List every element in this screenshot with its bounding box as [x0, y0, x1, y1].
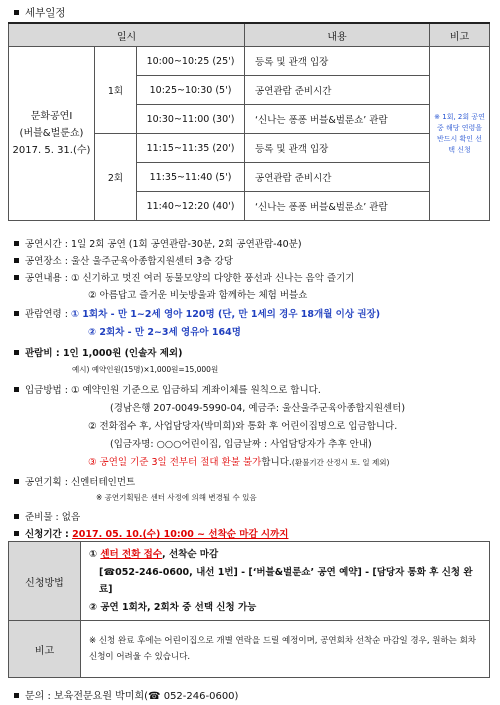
- payment-account: (경남은행 207-0049-5990-04, 예금주: 울산울주군육아종합지원센터): [110, 403, 406, 414]
- square-bullet-icon: [14, 693, 19, 698]
- payment-example: (입금자명: ○○○어린이집, 입금날짜 : 사업담당자가 추후 안내): [110, 439, 372, 450]
- venue-cell: 문화공연Ⅰ (버블&벌룬쇼) 2017. 5. 31.(수): [9, 47, 95, 221]
- content-cell: ‘신나는 퐁퐁 버블&벌룬쇼’ 관람: [245, 105, 430, 134]
- square-bullet-icon: [14, 275, 19, 280]
- fee-example: 예시) 예약인원(15명)×1,000원=15,000원: [72, 365, 219, 374]
- item-time: 공연시간 : 1일 2회 공연 (1회 공연관람-30분, 2회 공연관람-40분): [14, 236, 302, 250]
- item-content: 공연내용 : ① 신기하고 멋진 여러 동물모양의 다양한 풍선과 신나는 음악 즐기기: [14, 270, 354, 284]
- square-bullet-icon: [14, 531, 19, 536]
- content-cell: 공연관람 준비시간: [245, 76, 430, 105]
- method-content: ① 센터 전화 접수, 선착순 마감 [☎052-246-0600, 내선 1번] - [‘버블&벌룬쇼’ 공연 예약] - [담당자 통화 후 신청 완료] ② 공연 1회차, 2회차 중 선택 신청 가능: [81, 542, 490, 621]
- square-bullet-icon: [14, 258, 19, 263]
- payment-line-3: ③ 공연일 기준 3일 전부터 절대 환불 불가합니다.(환불기간 산정시 토. 일 제외): [88, 457, 390, 468]
- remark-cell: ※ 1회, 2회 공연 중 해당 연령을 반드시 확인 선택 신청: [430, 47, 490, 221]
- content-cell: 공연관람 준비시간: [245, 163, 430, 192]
- item-payment: 입금방법 : ① 예약인원 기준으로 입금하되 계좌이체를 원칙으로 합니다.: [14, 382, 321, 396]
- item-age: 관람연령 : ① 1회차 - 만 1~2세 영아 120명 (단, 만 1세의 경우 18개월 이상 권장): [14, 306, 380, 320]
- application-table: [8, 541, 490, 678]
- time-cell: 10:25~10:30 (5'): [137, 76, 245, 105]
- time-cell: 10:00~10:25 (25'): [137, 47, 245, 76]
- content-cell: ‘신나는 퐁퐁 버블&벌룬쇼’ 관람: [245, 192, 430, 221]
- square-bullet-icon: [14, 10, 19, 15]
- item-planner: 공연기획 : 신엔터테인먼트: [14, 474, 135, 488]
- session-label: 1회: [95, 47, 137, 134]
- square-bullet-icon: [14, 514, 19, 519]
- item-period: 신청기간 : 2017. 05. 10.(수) 10:00 ~ 선착순 마감 시까지: [14, 526, 288, 540]
- age-line-2: ② 2회차 - 만 2~3세 영유아 164명: [88, 327, 241, 338]
- payment-line-2: ② 전화접수 후, 사업담당자(박미희)와 통화 후 어린이집명으로 입금합니다.: [88, 421, 398, 432]
- time-cell: 11:40~12:20 (40'): [137, 192, 245, 221]
- square-bullet-icon: [14, 350, 19, 355]
- time-cell: 11:35~11:40 (5'): [137, 163, 245, 192]
- session-label: 2회: [95, 134, 137, 221]
- header-content: 내용: [245, 23, 430, 47]
- note-label: 비고: [9, 621, 81, 678]
- item-fee: 관람비 : 1인 1,000원 (인솔자 제외): [14, 345, 182, 359]
- item-place: 공연장소 : 울산 울주군육아종합지원센터 3층 강당: [14, 253, 233, 267]
- time-cell: 11:15~11:35 (20'): [137, 134, 245, 163]
- content-cell: 등록 및 관객 입장: [245, 134, 430, 163]
- section-header: 세부일정: [14, 5, 66, 20]
- header-remark: 비고: [430, 23, 490, 47]
- content-cell: 등록 및 관객 입장: [245, 47, 430, 76]
- planner-note: ※ 공연기획팀은 센터 사정에 의해 변경될 수 있음: [96, 493, 257, 502]
- note-content: ※ 신청 완료 후에는 어린이집으로 개별 연락을 드릴 예정이며, 공연회차 선착순 마감일 경우, 원하는 회차 신청이 어려울 수 있습니다.: [81, 621, 490, 678]
- inquiry: 문의 : 보육전문요원 박미희(☎ 052-246-0600): [14, 687, 238, 702]
- schedule-table: [8, 22, 490, 221]
- square-bullet-icon: [14, 479, 19, 484]
- time-cell: 10:30~11:00 (30'): [137, 105, 245, 134]
- content-line-2: ② 아름답고 즐거운 비눗방울과 함께하는 체험 버블쇼: [88, 290, 308, 301]
- square-bullet-icon: [14, 387, 19, 392]
- header-time: 일시: [9, 23, 245, 47]
- item-supplies: 준비물 : 없음: [14, 509, 80, 523]
- method-label: 신청방법: [9, 542, 81, 621]
- square-bullet-icon: [14, 241, 19, 246]
- square-bullet-icon: [14, 311, 19, 316]
